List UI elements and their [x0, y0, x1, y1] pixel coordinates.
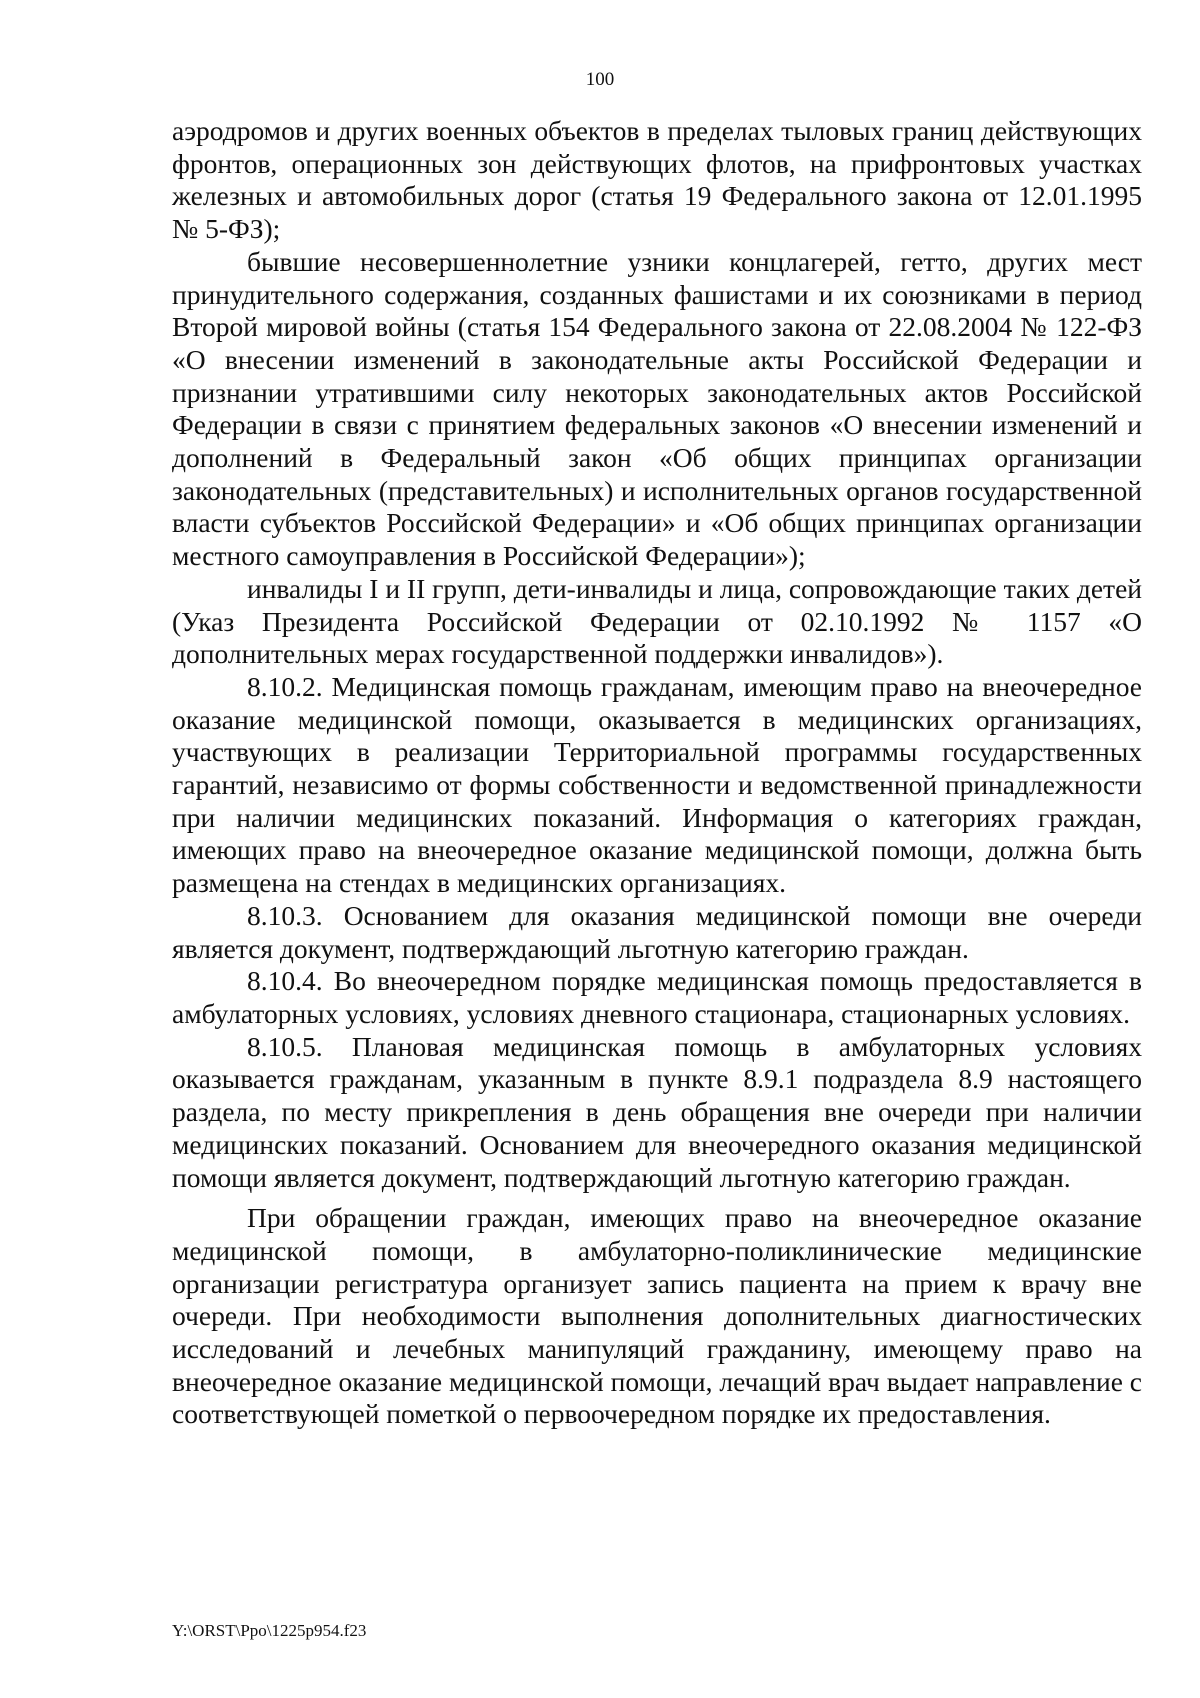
paragraph-disabled-persons: инвалиды I и II групп, дети-инвалиды и лица, сопровождающие таких детей (Указ Президента Российской Федерации от 02.10.1992 № 1157 «О дополнительных мерах государственной поддержки инвалидов»). [172, 572, 1142, 670]
paragraph-continuation: аэродромов и других военных объектов в пределах тыловых границ действующих фронтов, операционных зон действующих флотов, на прифронтовых участках железных и автомобильных дорог (статья 19 Федерального закона от 12.01.1995 № 5-ФЗ); [172, 115, 1142, 245]
paragraph-former-prisoners: бывшие несовершеннолетние узники концлагерей, гетто, других мест принудительного содержания, созданных фашистами и их союзниками в период Второй мировой войны (статья 154 Федерального закона от 22.08.2004 № 122-ФЗ «О внесении изменений в законодательные акты Российской Федерации и признании утратившими силу некоторых законодательных актов Российской Федерации в связи с принятием федеральных законов «О внесении изменений и дополнений в Федеральный закон «Об общих принципах организации законодательных (представительных) и исполнительных органов государственной власти субъектов Российской Федерации» и «Об общих принципах организации местного самоуправления в Российской Федерации»); [172, 245, 1142, 572]
document-body [172, 115, 1142, 1431]
paragraph-8-10-3: 8.10.3. Основанием для оказания медицинской помощи вне очереди является документ, подтверждающий льготную категорию граждан. [172, 899, 1142, 964]
page-number: 100 [585, 69, 615, 90]
paragraph-registry-appointment: При обращении граждан, имеющих право на внеочередное оказание медицинской помощи, в амбулаторно-поликлинические медицинские организации регистратура организует запись пациента на прием к врачу вне очереди. При необходимости выполнения дополнительных диагностических исследований и лечебных манипуляций гражданину, имеющему право на внеочередное оказание медицинской помощи, лечащий врач выдает направление с соответствующей пометкой о первоочередном порядке их предоставления. [172, 1202, 1142, 1430]
paragraph-8-10-4: 8.10.4. Во внеочередном порядке медицинская помощь предоставляется в амбулаторных условиях, условиях дневного стационара, стационарных условиях. [172, 965, 1142, 1029]
paragraph-8-10-2: 8.10.2. Медицинская помощь гражданам, имеющим право на внеочередное оказание медицинской помощи, оказывается в медицинских организациях, участвующих в реализации Территориальной программы государственных гарантий, независимо от формы собственности и ведомственной принадлежности при наличии медицинских показаний. Информация о категориях граждан, имеющих право на внеочередное оказание медицинской помощи, должна быть размещена на стендах в медицинских организациях. [172, 670, 1142, 899]
paragraph-8-10-5: 8.10.5. Плановая медицинская помощь в амбулаторных условиях оказывается гражданам, указанным в пункте 8.9.1 подраздела 8.9 настоящего раздела, по месту прикрепления в день обращения вне очереди при наличии медицинских показаний. Основанием для внеочередного оказания медицинской помощи является документ, подтверждающий льготную категорию граждан. [172, 1030, 1142, 1193]
footer-file-path: Y:\ORST\Ppo\1225p954.f23 [172, 1621, 367, 1640]
